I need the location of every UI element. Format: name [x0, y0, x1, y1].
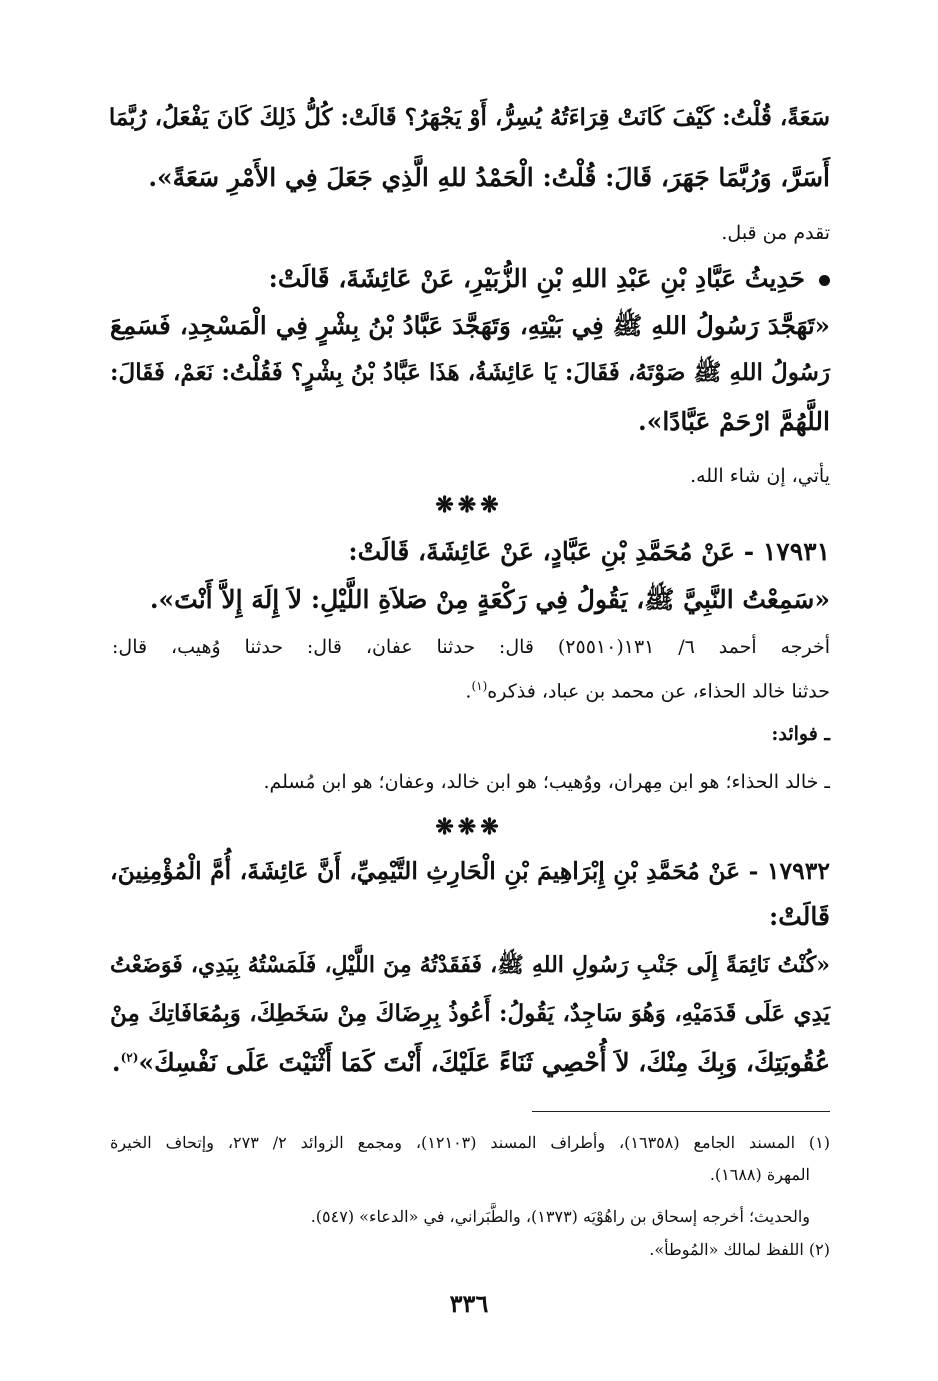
hadith-header-text: عَنْ مُحَمَّدِ بْنِ عَبَّادٍ، عَنْ عَائِشَةَ، قَالَتْ:	[348, 537, 736, 566]
hadith-header	[110, 537, 830, 567]
period: .	[111, 1048, 121, 1077]
takhrij-line	[112, 679, 830, 703]
hadith-text-line: «تَهَجَّدَ رَسُولُ اللهِ ﷺ فِي بَيْتِهِ، وَتَهَجَّدَ عَبَّادُ بْنُ بِشْرٍ فِي الْمَسْجِدِ، فَسَمِعَ	[110, 311, 830, 340]
text-line: سَعَةً، قُلْتُ: كَيْفَ كَانَتْ قِرَاءَتُهُ يُسِرُّ، أَوْ يَجْهَرُ؟ قَالَتْ: كُلُّ ذَلِكَ كَانَ يَفْعَلُ، رُبَّمَا	[108, 104, 830, 131]
hadith-text-line: «كُنْتُ نَائِمَةً إِلَى جَنْبِ رَسُولِ اللهِ ﷺ، فَفَقَدْتُهُ مِنَ اللَّيْلِ، فَلَمَسْتُهُ بِيَدِي، فَوَضَعْتُ	[110, 952, 830, 978]
fawaid-label: ـ فوائد:	[771, 723, 830, 745]
hadith-text-line	[110, 1048, 830, 1078]
footnote-1: (١) المسند الجامع (١٦٣٥٨)، وأطراف المسند (١٢١٠٣)، ومجمع الزوائد ٢/ ٢٧٣، وإتحاف الخيرة	[110, 1133, 831, 1152]
dash: -	[740, 857, 767, 885]
page-number: ٣٣٦	[449, 1289, 489, 1318]
footnote-1-cont: المهرة (١٦٨٨).	[709, 1165, 810, 1184]
takhrij-text: حدثنا خالد الحذاء، عن محمد بن عباد، فذكره	[487, 680, 830, 703]
hadith-text: «سَمِعْتُ النَّبِيَّ ﷺ، يَقُولُ فِي رَكْعَةٍ مِنْ صَلاَةِ اللَّيْلِ: لاَ إِلَهَ إِلاَّ أَنْتَ».	[149, 585, 830, 614]
hadith-text-line: رَسُولُ اللهِ ﷺ صَوْتَهُ، فَقَالَ: يَا عَائِشَةُ، هَذَا عَبَّادُ بْنُ بِشْرٍ؟ فَقُلْتُ: نَعَمْ، فَقَالَ:	[110, 359, 830, 386]
footnote-ref: (٢)	[120, 1050, 139, 1065]
hadith-text-line: يَدِي عَلَى قَدَمَيْهِ، وَهُوَ سَاجِدٌ، يَقُولُ: أَعُوذُ بِرِضَاكَ مِنْ سَخَطِكَ، وَبِمُعَافَاتِكَ مِنْ	[110, 1000, 830, 1027]
hadith-header	[110, 264, 830, 294]
hadith-number: ١٧٩٣٢	[766, 857, 830, 885]
footnote-1-cont: والحديث؛ أخرجه إسحاق بن راهُوْيَه (١٣٧٣)، والطَّبَراني، في «الدعاء» (٥٤٧).	[310, 1207, 810, 1226]
hadith-header	[110, 857, 830, 885]
hadith-text-line: اللَّهُمَّ ارْحَمْ عَبَّادًا».	[637, 407, 830, 436]
hadith-number: ١٧٩٣١	[762, 537, 830, 566]
hadith-header-cont: قَالَتْ:	[769, 902, 830, 931]
text-line: أَسَرَّ، وَرُبَّمَا جَهَرَ، قَالَ: قُلْتُ: الْحَمْدُ للهِ الَّذِي جَعَلَ فِي الأَمْرِ سَعَةً».	[148, 163, 830, 192]
footnote-ref: (١)	[471, 679, 488, 693]
hadith-text-end: عُقُوبَتِكَ، وَبِكَ مِنْكَ، لاَ أُحْصِي ثَنَاءً عَلَيْكَ، أَنْتَ كَمَا أَثْنَيْتَ عَلَى نَفْسِكَ»	[138, 1048, 830, 1077]
hadith-header-text: عَنْ مُحَمَّدِ بْنِ إِبْرَاهِيمَ بْنِ الْحَارِثِ التَّيْمِيِّ، أَنَّ عَائِشَةَ، أُمَّ الْمُؤْمِنِينَ،	[110, 857, 741, 885]
cross-reference-note: يأتي، إن شاء الله.	[690, 465, 830, 487]
fawaid-text: ـ خالد الحذاء؛ هو ابن مِهران، ووُهيب؛ هو ابن خالد، وعفان؛ هو ابن مُسلم.	[263, 771, 830, 793]
takhrij-line: أخرجه أحمد ٦/ ١٣١(٢٥٥١٠) قال: حدثنا عفان، قال: حدثنا وُهيب، قال:	[112, 636, 830, 658]
footnote-2: (٢) اللفظ لمالك «المُوطأ».	[649, 1240, 830, 1259]
hadith-header-text: حَدِيثُ عَبَّادِ بْنِ عَبْدِ اللهِ بْنِ الزُّبَيْرِ، عَنْ عَائِشَةَ، قَالَتْ:	[268, 264, 805, 293]
bullet-icon	[819, 275, 830, 286]
footnote-separator	[532, 1111, 830, 1112]
section-separator: ❋❋❋	[435, 814, 503, 840]
section-separator: ❋❋❋	[435, 492, 503, 518]
period: .	[465, 680, 472, 703]
dash: -	[735, 537, 763, 566]
cross-reference-note: تقدم من قبل.	[721, 222, 830, 244]
